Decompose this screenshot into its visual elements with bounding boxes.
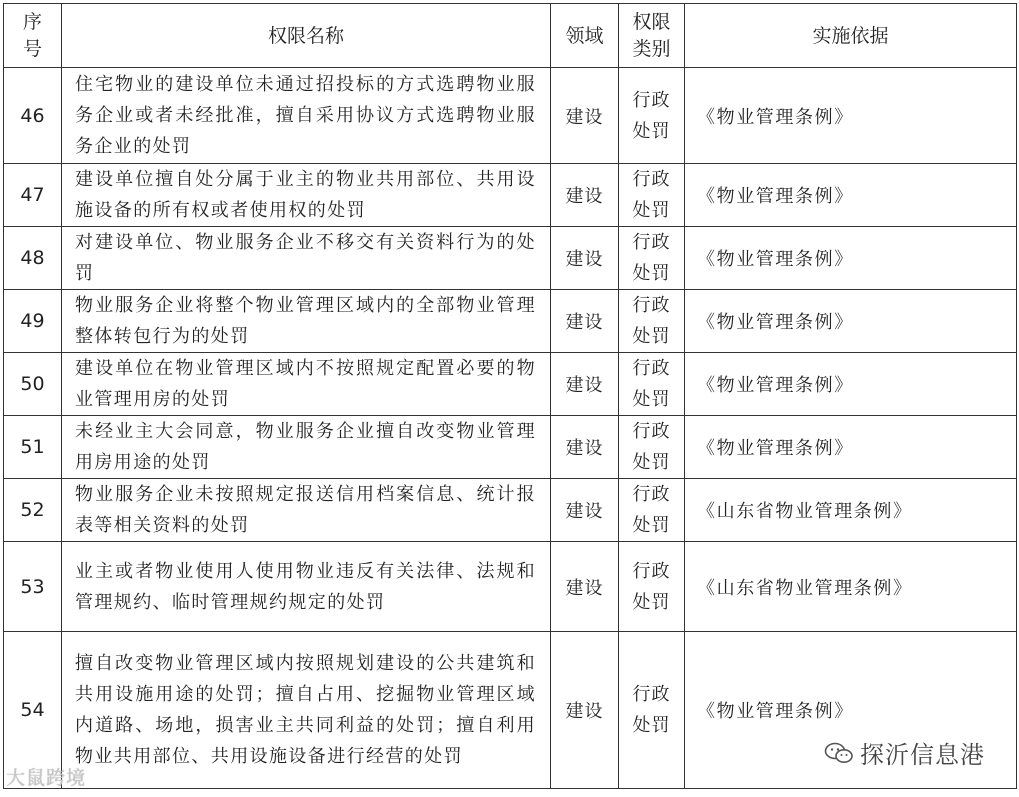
row-field: 建设 bbox=[551, 416, 619, 479]
row-type: 行政处罚 bbox=[619, 290, 685, 353]
row-name: 业主或者物业使用人使用物业违反有关法律、法规和管理规约、临时管理规约规定的处罚 bbox=[62, 542, 551, 632]
row-type: 行政处罚 bbox=[619, 542, 685, 632]
table-row bbox=[4, 227, 1017, 290]
row-name: 未经业主大会同意，物业服务企业擅自改变物业管理用房用途的处罚 bbox=[62, 416, 551, 479]
row-basis: 《物业管理条例》 bbox=[685, 290, 1017, 353]
row-num: 51 bbox=[4, 416, 62, 479]
header-name: 权限名称 bbox=[62, 4, 551, 68]
row-name: 对建设单位、物业服务企业不移交有关资料行为的处罚 bbox=[62, 227, 551, 290]
row-field: 建设 bbox=[551, 164, 619, 227]
table-row bbox=[4, 542, 1017, 632]
row-num: 48 bbox=[4, 227, 62, 290]
watermark-right bbox=[820, 735, 989, 770]
row-name: 建设单位在物业管理区域内不按照规定配置必要的物业管理用房的处罚 bbox=[62, 353, 551, 416]
table-row bbox=[4, 416, 1017, 479]
row-field: 建设 bbox=[551, 227, 619, 290]
row-name: 擅自改变物业管理区域内按照规划建设的公共建筑和共用设施用途的处罚；擅自占用、挖掘物业管理区域内道路、场地，损害业主共同利益的处罚；擅自利用物业共用部位、共用设施设备进行经营的处罚 bbox=[62, 632, 551, 789]
row-num: 47 bbox=[4, 164, 62, 227]
watermark-right-text: 探沂信息港 bbox=[860, 741, 985, 769]
header-num: 序号 bbox=[4, 4, 62, 68]
watermark-left: 大鼠跨境 bbox=[6, 767, 87, 789]
table-row bbox=[4, 479, 1017, 542]
row-type: 行政处罚 bbox=[619, 416, 685, 479]
row-type: 行政处罚 bbox=[619, 632, 685, 789]
row-name: 建设单位擅自处分属于业主的物业共用部位、共用设施设备的所有权或者使用权的处罚 bbox=[62, 164, 551, 227]
header-type: 权限类别 bbox=[619, 4, 685, 68]
row-basis: 《山东省物业管理条例》 bbox=[685, 479, 1017, 542]
header-row bbox=[4, 4, 1017, 68]
row-field: 建设 bbox=[551, 542, 619, 632]
row-name: 住宅物业的建设单位未通过招投标的方式选聘物业服务企业或者未经批准，擅自采用协议方式选聘物业服务企业的处罚 bbox=[62, 68, 551, 164]
row-type: 行政处罚 bbox=[619, 227, 685, 290]
row-num: 46 bbox=[4, 68, 62, 164]
row-basis: 《物业管理条例》 bbox=[685, 68, 1017, 164]
row-num: 49 bbox=[4, 290, 62, 353]
header-basis: 实施依据 bbox=[685, 4, 1017, 68]
table-row bbox=[4, 164, 1017, 227]
row-num: 54 bbox=[4, 632, 62, 789]
table-row bbox=[4, 290, 1017, 353]
row-name: 物业服务企业将整个物业管理区域内的全部物业管理整体转包行为的处罚 bbox=[62, 290, 551, 353]
row-basis: 《物业管理条例》 bbox=[685, 164, 1017, 227]
row-basis: 《物业管理条例》 bbox=[685, 353, 1017, 416]
table-row bbox=[4, 68, 1017, 164]
wechat-icon bbox=[824, 742, 854, 764]
row-type: 行政处罚 bbox=[619, 164, 685, 227]
row-num: 50 bbox=[4, 353, 62, 416]
row-num: 53 bbox=[4, 542, 62, 632]
row-field: 建设 bbox=[551, 353, 619, 416]
row-basis: 《物业管理条例》 bbox=[685, 632, 1017, 789]
header-field: 领域 bbox=[551, 4, 619, 68]
row-type: 行政处罚 bbox=[619, 353, 685, 416]
row-type: 行政处罚 bbox=[619, 68, 685, 164]
row-num: 52 bbox=[4, 479, 62, 542]
row-name: 物业服务企业未按照规定报送信用档案信息、统计报表等相关资料的处罚 bbox=[62, 479, 551, 542]
row-field: 建设 bbox=[551, 632, 619, 789]
row-type: 行政处罚 bbox=[619, 479, 685, 542]
row-basis: 《物业管理条例》 bbox=[685, 416, 1017, 479]
row-basis: 《山东省物业管理条例》 bbox=[685, 542, 1017, 632]
row-field: 建设 bbox=[551, 290, 619, 353]
table-row bbox=[4, 353, 1017, 416]
permission-table bbox=[3, 3, 1017, 789]
row-basis: 《物业管理条例》 bbox=[685, 227, 1017, 290]
row-field: 建设 bbox=[551, 68, 619, 164]
row-field: 建设 bbox=[551, 479, 619, 542]
